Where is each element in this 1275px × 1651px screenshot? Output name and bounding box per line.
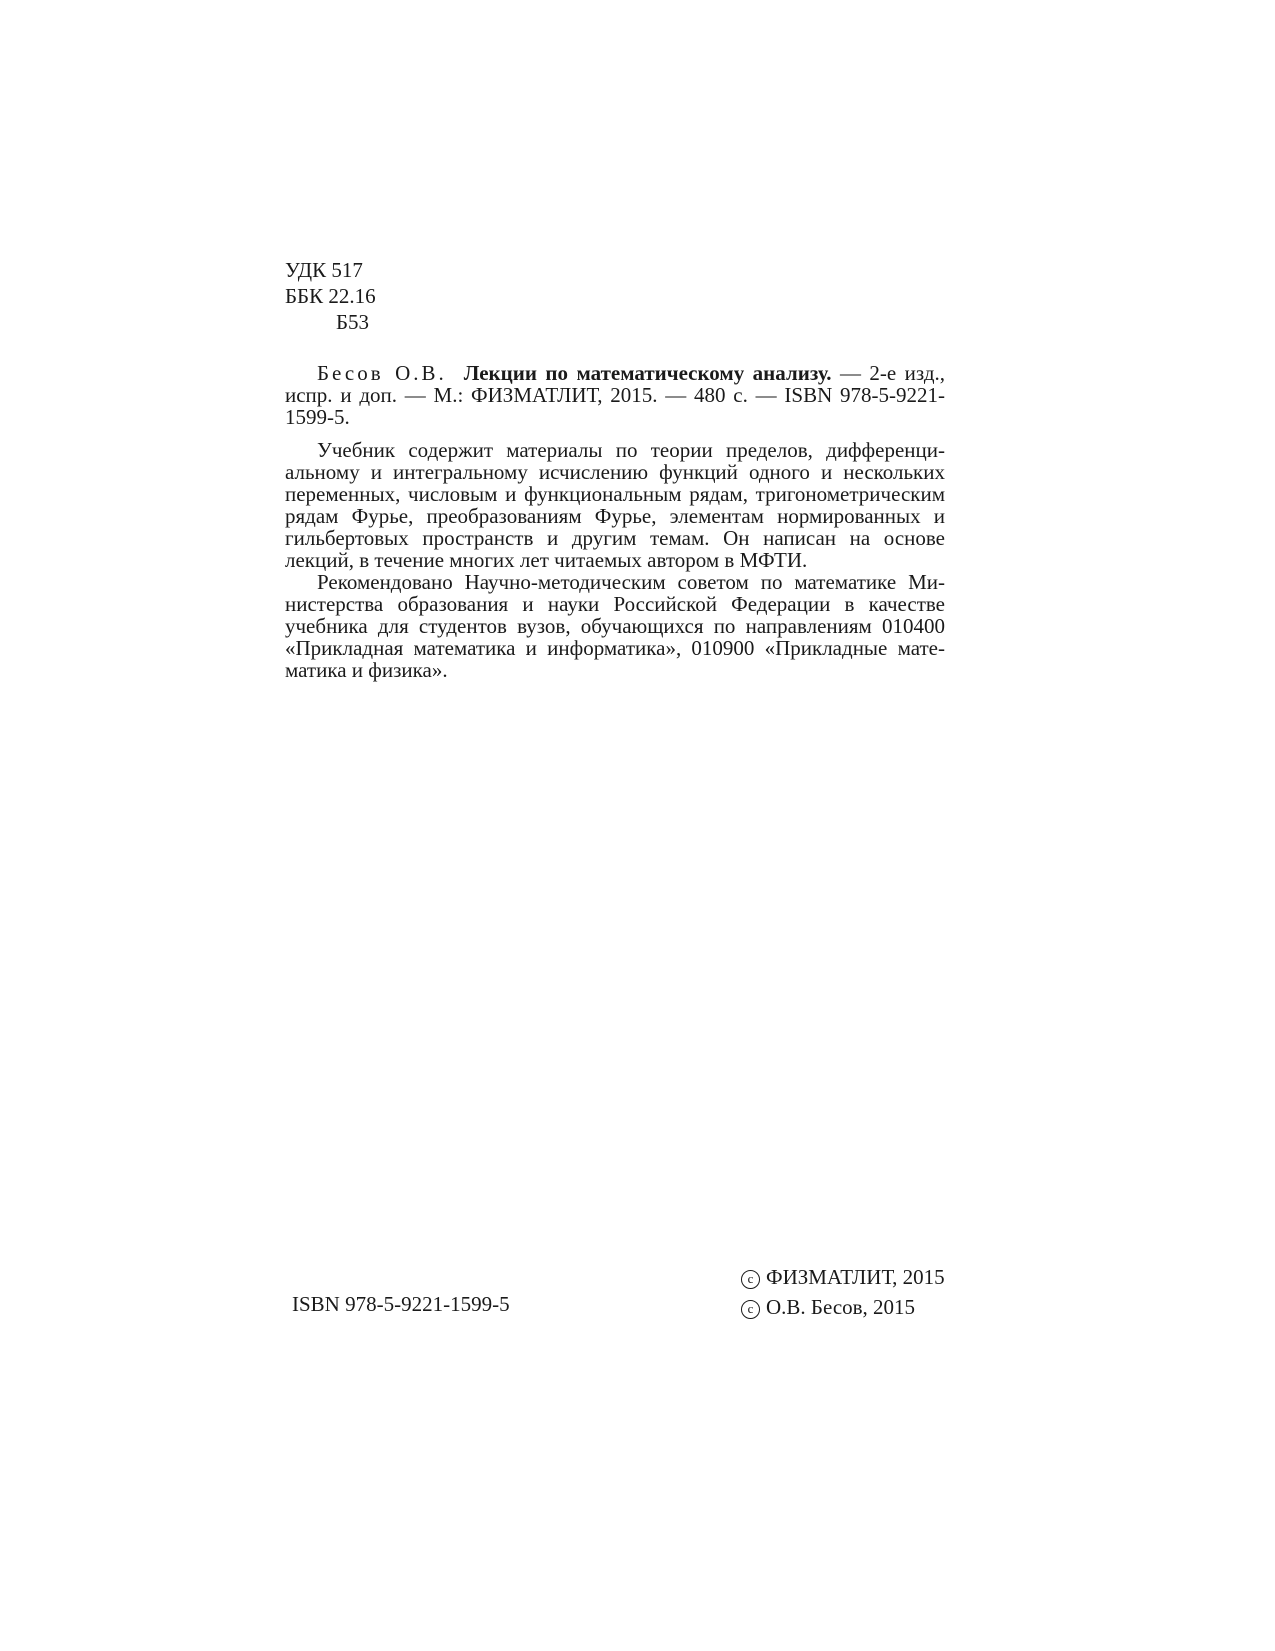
copyright-icon: c (741, 1300, 760, 1319)
copyright-publisher (741, 1262, 945, 1292)
copyright-publisher-text: ФИЗМАТЛИТ, 2015 (766, 1265, 945, 1289)
annotation-paragraph: Учебник содержит материалы по теории пределов, дифференциальному и интегральному исчислению функций одного и нескольких переменных, числовым и функциональным рядам, тригонометрическим рядам Фурье, преобразованиям Фурье, элементам нормированных и гильбертовых пространств и другим темам. Он написан на основе лекций, в течение многих лет читаемых автором в МФТИ. (285, 438, 945, 572)
author-mark: Б53 (336, 310, 370, 334)
edition-details: — 2-е изд., испр. и доп. — М.: ФИЗМАТЛИТ, 2015. — 480 с. — ISBN 978-5-9221-1599-5. (285, 361, 946, 429)
copyright-icon: c (741, 1270, 760, 1289)
copyright-block (741, 1262, 945, 1322)
bbk-code: ББК 22.16 (285, 284, 376, 308)
copyright-author-text: О.В. Бесов, 2015 (766, 1295, 916, 1319)
footer-isbn: ISBN 978-5-9221-1599-5 (292, 1292, 510, 1316)
copyright-author (741, 1292, 945, 1322)
author-name: Бесов О.В. (317, 361, 447, 385)
bibliographic-record (285, 362, 945, 428)
recommendation-paragraph: Рекомендовано Научно-методическим советом по математике Министерства образования и науки Российской Федерации в качестве учебника для студентов вузов, обучающихся по направлениям 010400 «Прикладная математика и информатика», 010900 «Прикладные математика и физика». (285, 570, 945, 682)
udk-code: УДК 517 (285, 258, 363, 282)
book-title: Лекции по математическому анализу. (463, 361, 832, 385)
classification-block (285, 257, 376, 335)
annotation-block (285, 362, 945, 681)
